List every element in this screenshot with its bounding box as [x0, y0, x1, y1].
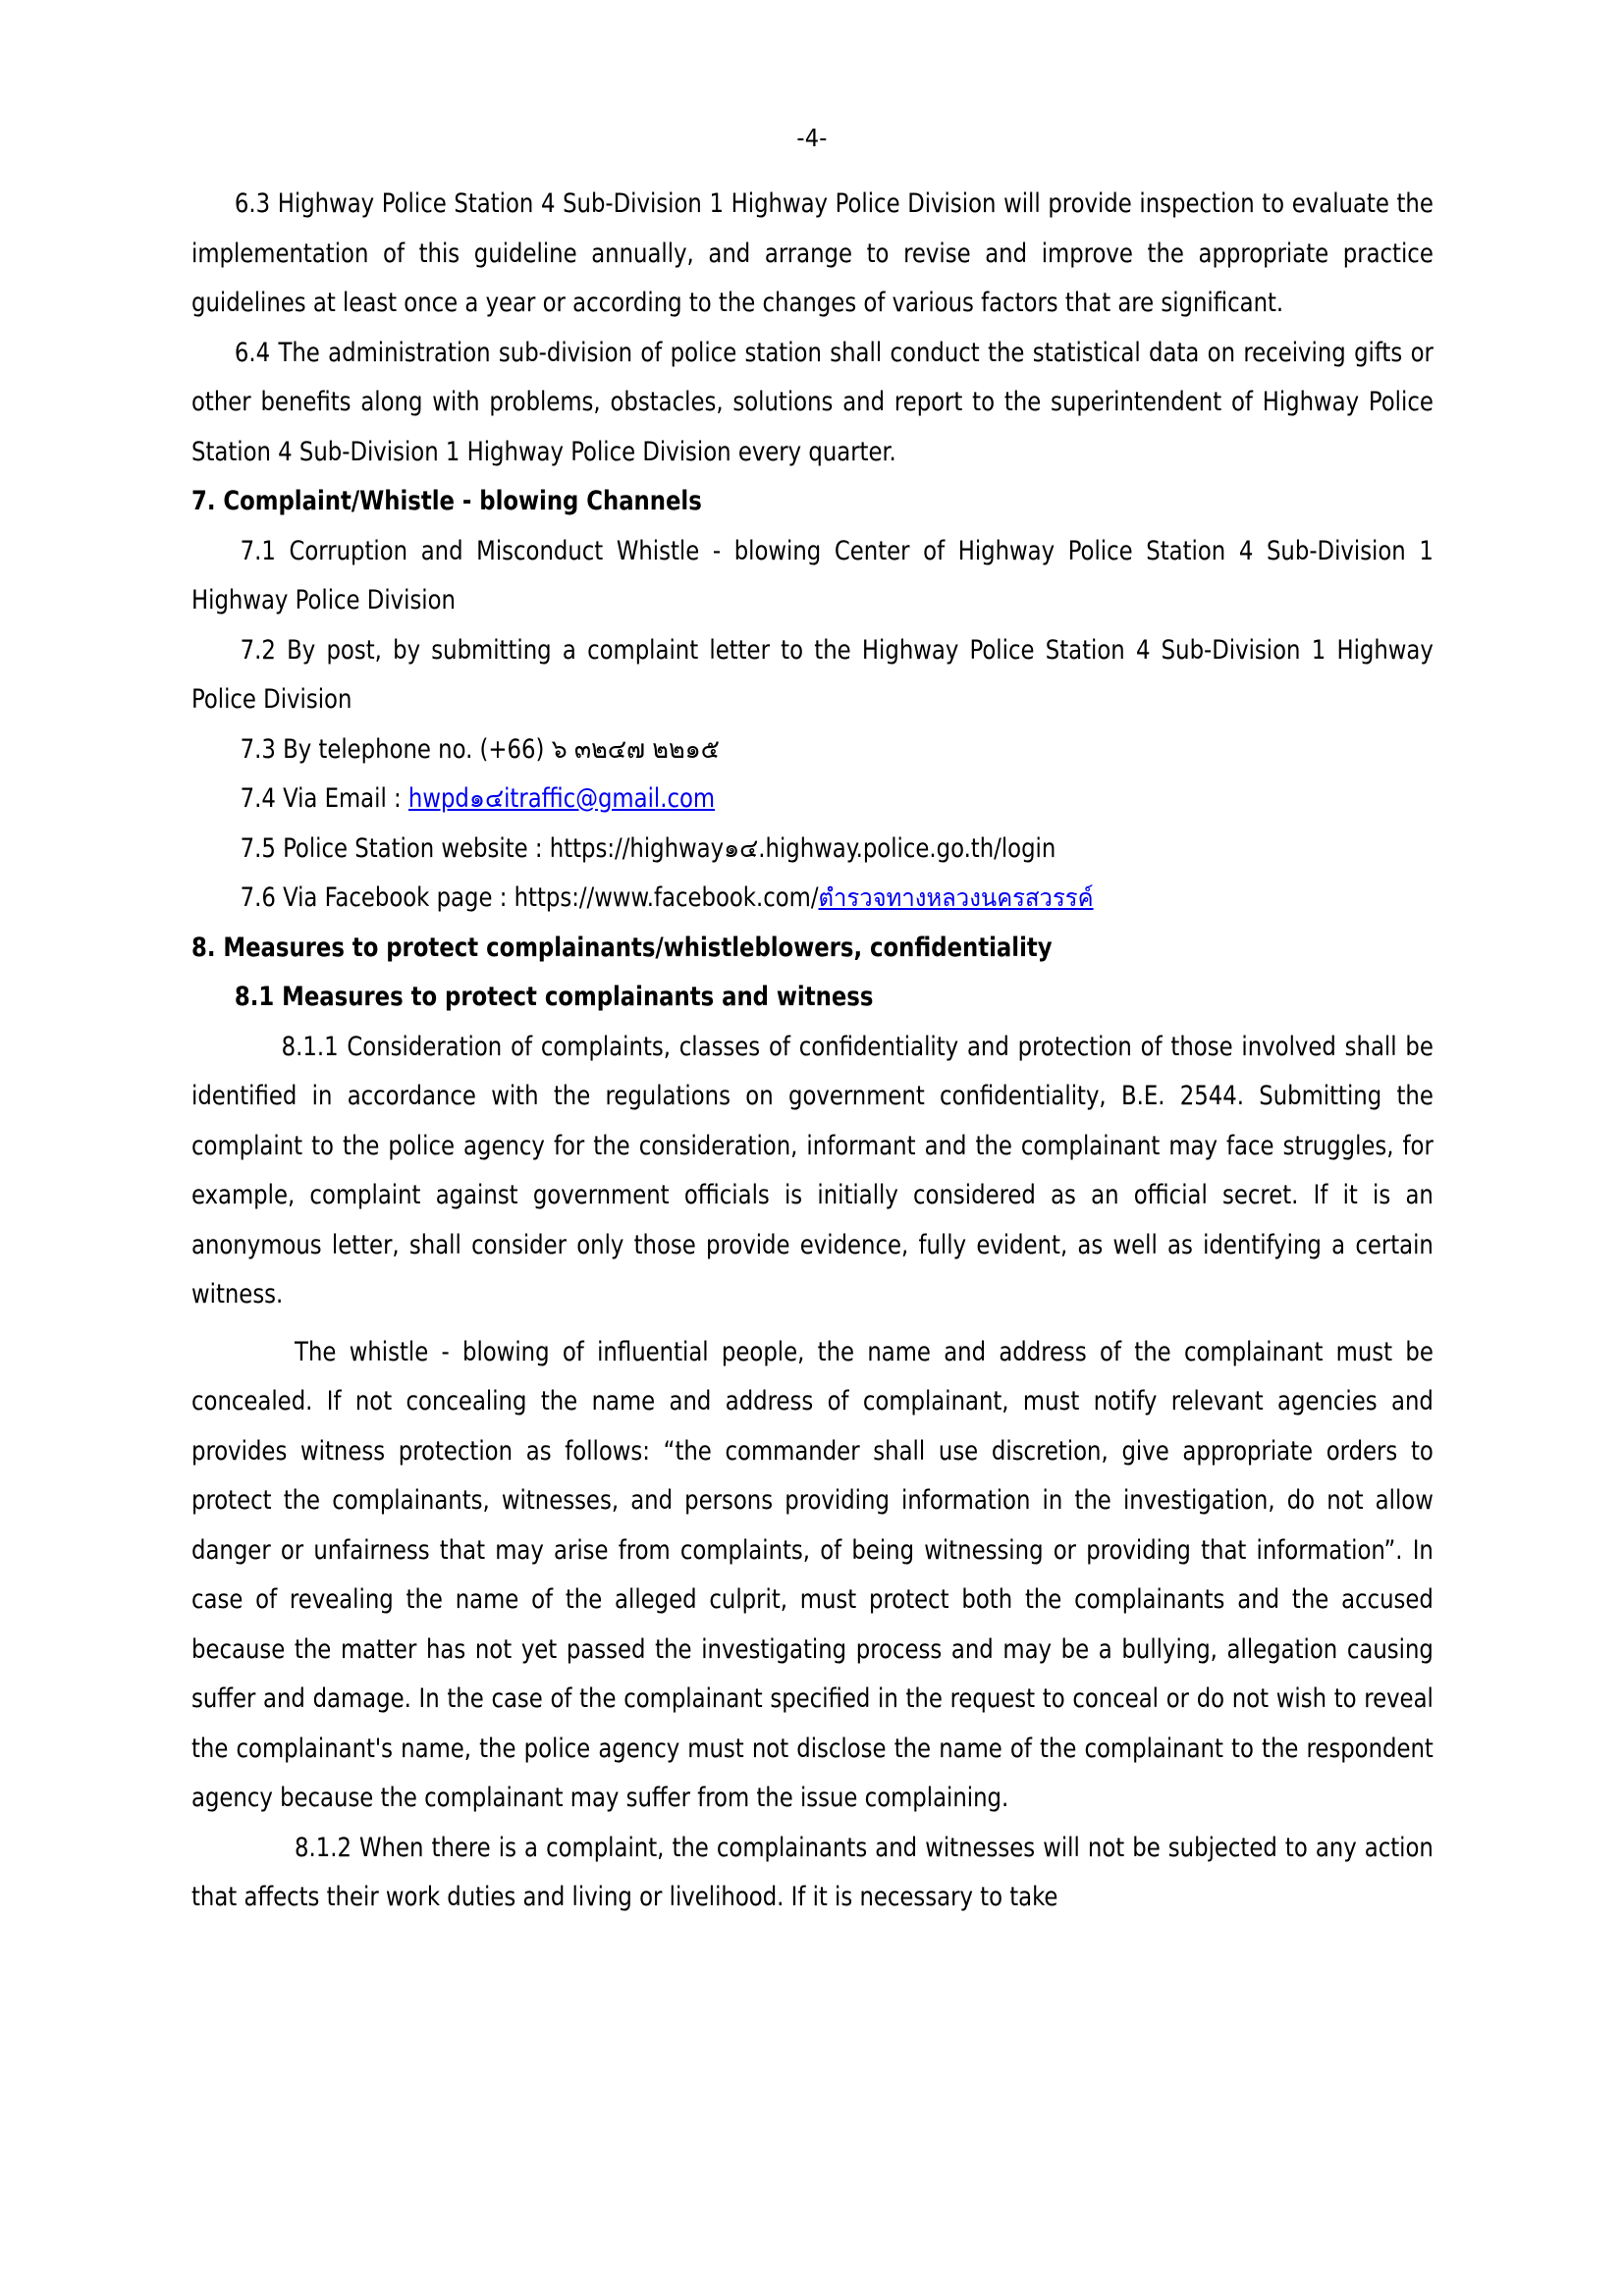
item-7-4: [191, 774, 1434, 825]
item-8-1-1-continued: The whistle - blowing of influential people, the name and address of the complainant must be concealed. If not concealing the name and address of complainant, must notify relevant agencies and provides witness protection as follows: “the commander shall use discretion, give appropriate orders to protect the complainants, witnesses, and persons providing information in the investigation, do not allow danger or unfairness that may arise from complaints, of being witnessing or providing that information”. In case of revealing the name of the alleged culprit, must protect both the complainants and the accused because the matter has not yet passed the investigating process and may be a bullying, allegation causing suffer and damage. In the case of the complainant specified in the request to conceal or do not wish to reveal the complainant's name, the police agency must not disclose the name of the complainant to the respondent agency because the complainant may suffer from the issue complaining.: [190, 1336, 1434, 1813]
paragraph-6-4: 6.4 The administration sub-division of police station shall conduct the statistical data on receiving gifts or other benefits along with problems, obstacles, solutions and report to the superintendent of Highway Police Station 4 Sub-Division 1 Highway Police Division every quarter.: [190, 337, 1434, 467]
section-8-heading: 8. Measures to protect complainants/whistleblowers, confidentiality: [190, 932, 1053, 963]
section-7-heading: 7. Complaint/Whistle - blowing Channels: [190, 486, 702, 516]
paragraph-6-3: 6.3 Highway Police Station 4 Sub-Division 1 Highway Police Division will provide inspection to evaluate the implementation of this guideline annually, and arrange to revise and improve the appropriate practice guidelines at least once a year or according to the changes of various factors that are significant.: [190, 188, 1434, 318]
document-body: [191, 150, 1434, 1923]
item-7-4-label: 7.4 Via Email :: [240, 783, 408, 814]
section-8-1-subheading: 8.1 Measures to protect complainants and witness: [234, 982, 873, 1012]
item-7-6-label: 7.6 Via Facebook page : https://www.facebook.com/: [240, 882, 819, 913]
item-8-1-1: 8.1.1 Consideration of complaints, classes of confidentiality and protection of those involved shall be identified in accordance with the regulations on government confidentiality, B.E. 2544. Submitting the complaint to the police agency for the consideration, informant and the complainant may face struggles, for example, complaint against government officials is initially considered as an official secret. If it is an anonymous letter, shall consider only those provide evidence, fully evident, as well as identifying a certain witness.: [190, 1031, 1434, 1309]
item-7-3: 7.3 By telephone no. (+66) ๖ ๓๒๔๗ ๒๒๑๕: [240, 733, 720, 765]
paragraph-spacer: [191, 1320, 1434, 1328]
item-8-1-2: 8.1.2 When there is a complaint, the complainants and witnesses will not be subjected to any action that affects their work duties and living or livelihood. If it is necessary to take: [190, 1832, 1434, 1912]
page-number: -4-: [796, 124, 828, 152]
item-7-5: 7.5 Police Station website : https://highway๑๔.highway.police.go.th/login: [240, 832, 1056, 864]
email-link[interactable]: hwpd๑๔itraffic@gmail.com: [407, 783, 715, 814]
item-7-6: [191, 874, 1434, 924]
item-7-1: 7.1 Corruption and Misconduct Whistle - blowing Center of Highway Police Station 4 Sub-Division 1 Highway Police Division: [190, 535, 1434, 615]
item-7-2: 7.2 By post, by submitting a complaint letter to the Highway Police Station 4 Sub-Division 1 Highway Police Division: [190, 634, 1434, 715]
facebook-page-link[interactable]: ตำรวจทางหลวงนครสวรรค์: [818, 883, 1094, 912]
